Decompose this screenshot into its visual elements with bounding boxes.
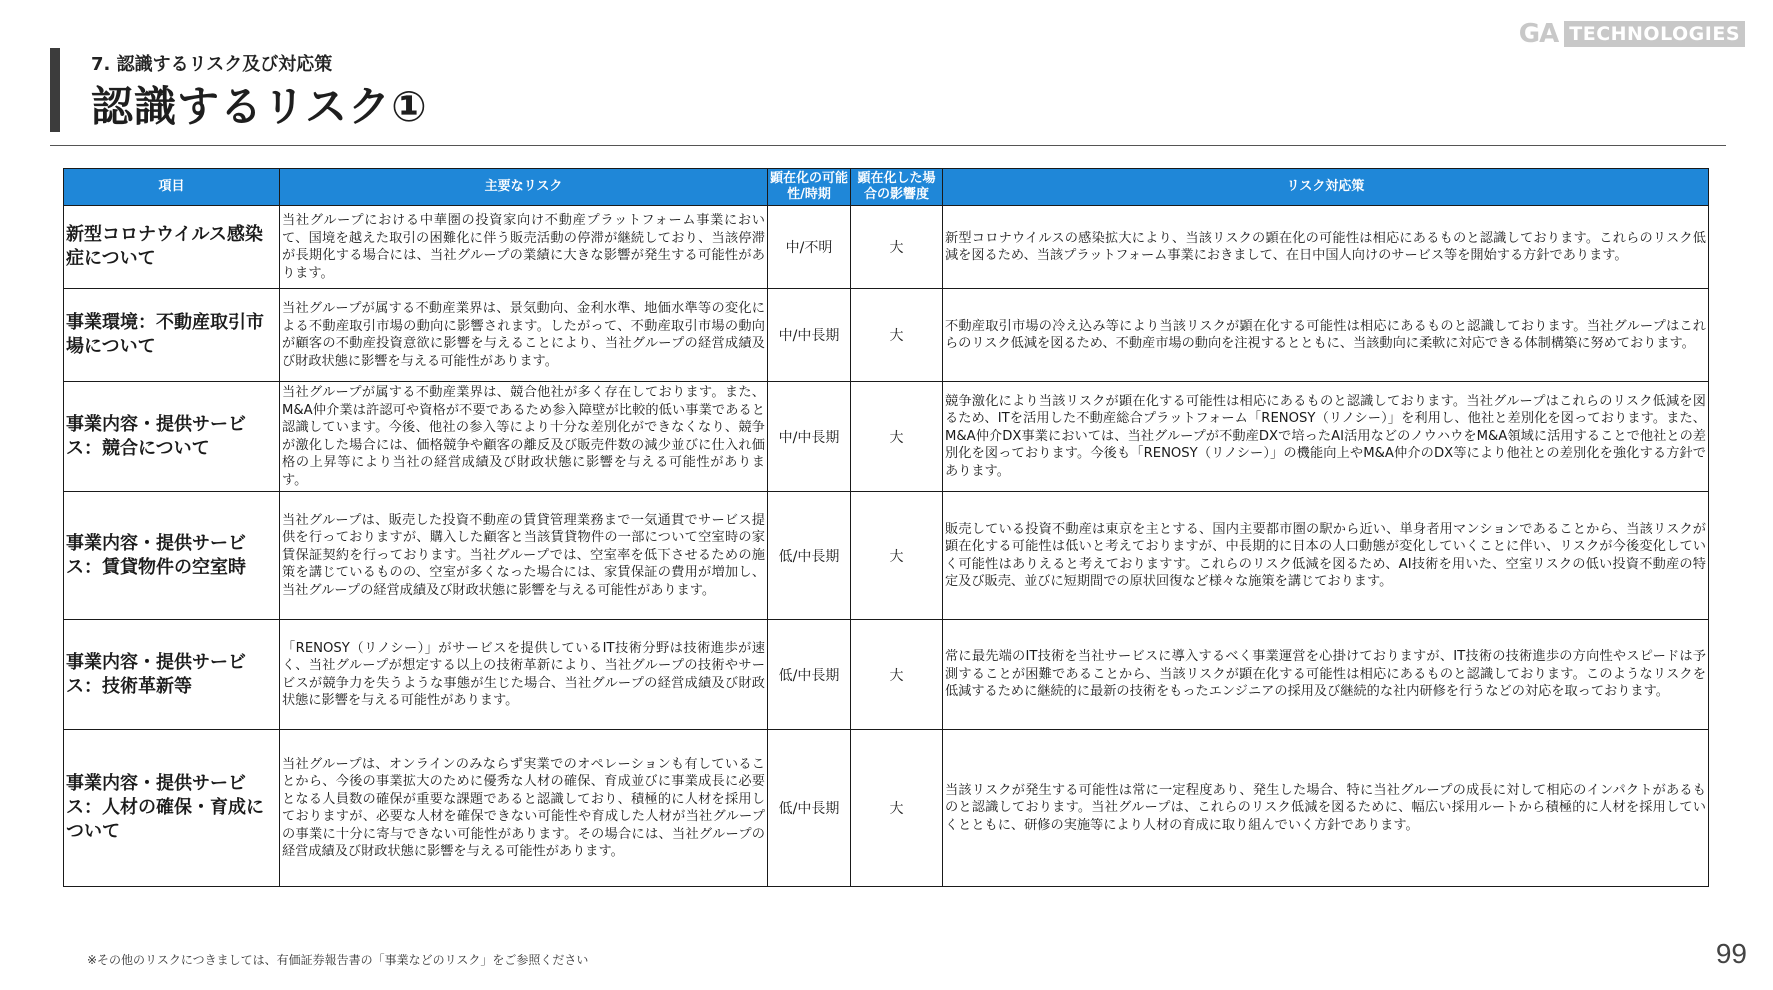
- row-item: 事業内容・提供サービス：競合について: [64, 382, 280, 492]
- row-possibility: 低/中長期: [768, 492, 851, 620]
- row-possibility: 中/中長期: [768, 382, 851, 492]
- header-possibility: 顕在化の可能性/時期: [768, 169, 851, 206]
- risk-table: [63, 168, 1709, 887]
- row-response: 当該リスクが発生する可能性は常に一定程度あり、発生した場合、特に当社グループの成長に対して相応のインパクトがあるものと認識しております。当社グループは、これらのリスク低減を図るために、幅広い採用ルートから積極的に人材を採用していくとともに、研修の実施等により人材の育成に取り組んでいく方針であります。: [943, 730, 1709, 887]
- section-label: 7. 認識するリスク及び対応策: [91, 54, 333, 75]
- row-possibility: 中/不明: [768, 206, 851, 289]
- row-response: 不動産取引市場の冷え込み等により当該リスクが顕在化する可能性は相応にあるものと認識しております。当社グループはこれらのリスク低減を図るため、不動産市場の動向を注視するとともに、当該動向に柔軟に対応できる体制構築に努めております。: [943, 289, 1709, 382]
- row-response: 競争激化により当該リスクが顕在化する可能性は相応にあるものと認識しております。当社グループはこれらのリスク低減を図るため、ITを活用した不動産総合プラットフォーム「RENOSY（リノシー）」を利用し、他社と差別化を図っております。また、M&A仲介DX事業においては、当社グループが不動産DXで培ったAI活用などのノウハウをM&A領域に活用することで他社との差別化を図っております。今後も「RENOSY（リノシー）」の機能向上やM&A仲介のDX等により他社との差別化を強化する方針であります。: [943, 382, 1709, 492]
- header-impact: 顕在化した場合の影響度: [851, 169, 943, 206]
- header-response: リスク対応策: [943, 169, 1709, 206]
- table-row: [64, 730, 1709, 887]
- row-response: 新型コロナウイルスの感染拡大により、当該リスクの顕在化の可能性は相応にあるものと認識しております。これらのリスク低減を図るため、当該プラットフォーム事業におきまして、在日中国人向けのサービス等を開始する方針であります。: [943, 206, 1709, 289]
- footnote: ※その他のリスクにつきましては、有価証券報告書の「事業などのリスク」をご参照ください: [87, 953, 589, 967]
- row-risk: 当社グループは、販売した投資不動産の賃貸管理業務まで一気通貫でサービス提供を行っておりますが、購入した顧客と当該賃貸物件の一部について空室時の家賃保証契約を行っております。当社グループでは、空室率を低下させるための施策を講じているものの、空室が多くなった場合には、家賃保証の費用が増加し、当社グループの経営成績及び財政状態に影響を与える可能性があります。: [280, 492, 768, 620]
- row-response: 常に最先端のIT技術を当社サービスに導入するべく事業運営を心掛けておりますが、IT技術の技術進歩の方向性やスピードは予測することが困難であることから、当該リスクが顕在化する可能性は相応にあるものと認識しております。このようなリスクを低減するために継続的に最新の技術をもったエンジニアの採用及び継続的な社内研修を行うなどの対応を取っております。: [943, 620, 1709, 730]
- logo-ga-mark: GA: [1518, 19, 1559, 49]
- table-row: [64, 620, 1709, 730]
- table-row: [64, 492, 1709, 620]
- title-divider: [50, 145, 1726, 146]
- row-risk: 「RENOSY（リノシー）」がサービスを提供しているIT技術分野は技術進歩が速く、当社グループが想定する以上の技術革新により、当社グループの技術やサービスが競争力を失うような事態が生じた場合、当社グループの経営成績及び財政状態に影響を与える可能性があります。: [280, 620, 768, 730]
- row-impact: 大: [851, 206, 943, 289]
- row-item: 事業環境：不動産取引市場について: [64, 289, 280, 382]
- row-impact: 大: [851, 620, 943, 730]
- row-impact: 大: [851, 492, 943, 620]
- table-row: [64, 206, 1709, 289]
- row-possibility: 中/中長期: [768, 289, 851, 382]
- row-impact: 大: [851, 382, 943, 492]
- row-risk: 当社グループが属する不動産業界は、競合他社が多く存在しております。また、M&A仲介業は許認可や資格が不要であるため参入障壁が比較的低い事業であると認識しています。今後、他社の参入等により十分な差別化ができなくなり、競争が激化した場合には、価格競争や顧客の離反及び販売件数の減少並びに仕入れ価格の上昇等により当社の経営成績及び財政状態に影響を与える可能性があります。: [280, 382, 768, 492]
- row-response: 販売している投資不動産は東京を主とする、国内主要都市圏の駅から近い、単身者用マンションであることから、当該リスクが顕在化する可能性は低いと考えておりますが、中長期的に日本の人口動態が変化していくことに伴い、リスクが今後変化していく可能性はありえると考えておりますす。これらのリスク低減を図るため、AI技術を用いた、空室リスクの低い投資不動産の特定及び販売、並びに短期間での原状回復など様々な施策を講じております。: [943, 492, 1709, 620]
- row-item: 事業内容・提供サービス：賃貸物件の空室時: [64, 492, 280, 620]
- row-risk: 当社グループにおける中華圏の投資家向け不動産プラットフォーム事業において、国境を越えた取引の困難化に伴う販売活動の停滞が継続しており、当該停滞が長期化する場合には、当社グループの業績に大きな影響が発生する可能性があります。: [280, 206, 768, 289]
- row-impact: 大: [851, 730, 943, 887]
- row-item: 事業内容・提供サービス：技術革新等: [64, 620, 280, 730]
- row-item: 事業内容・提供サービス：人材の確保・育成について: [64, 730, 280, 887]
- row-possibility: 低/中長期: [768, 730, 851, 887]
- table-header-row: [64, 169, 1709, 206]
- row-item: 新型コロナウイルス感染症について: [64, 206, 280, 289]
- table-row: [64, 289, 1709, 382]
- header-item: 項目: [64, 169, 280, 206]
- page-number: 99: [1715, 938, 1747, 969]
- table-row: [64, 382, 1709, 492]
- row-risk: 当社グループが属する不動産業界は、景気動向、金利水準、地価水準等の変化による不動産取引市場の動向に影響されます。したがって、不動産取引市場の動向が顧客の不動産投資意欲に影響を与えることにより、当社グループの経営成績及び財政状態に影響を与える可能性があります。: [280, 289, 768, 382]
- title-accent-bar: [50, 48, 60, 132]
- row-possibility: 低/中長期: [768, 620, 851, 730]
- logo-technologies-text: TECHNOLOGIES: [1564, 21, 1745, 47]
- page-title: 認識するリスク①: [91, 82, 428, 131]
- row-impact: 大: [851, 289, 943, 382]
- company-logo: [1519, 20, 1745, 48]
- header-risk: 主要なリスク: [280, 169, 768, 206]
- row-risk: 当社グループは、オンラインのみならず実業でのオペレーションも有していることから、今後の事業拡大のために優秀な人材の確保、育成並びに事業成長に必要となる人員数の確保が重要な課題であると認識しており、積極的に人材を採用しておりますが、必要な人材を確保できない可能性や育成した人材が当社グループの事業に十分に寄与できない可能性があります。その場合には、当社グループの経営成績及び財政状態に影響を与える可能性があります。: [280, 730, 768, 887]
